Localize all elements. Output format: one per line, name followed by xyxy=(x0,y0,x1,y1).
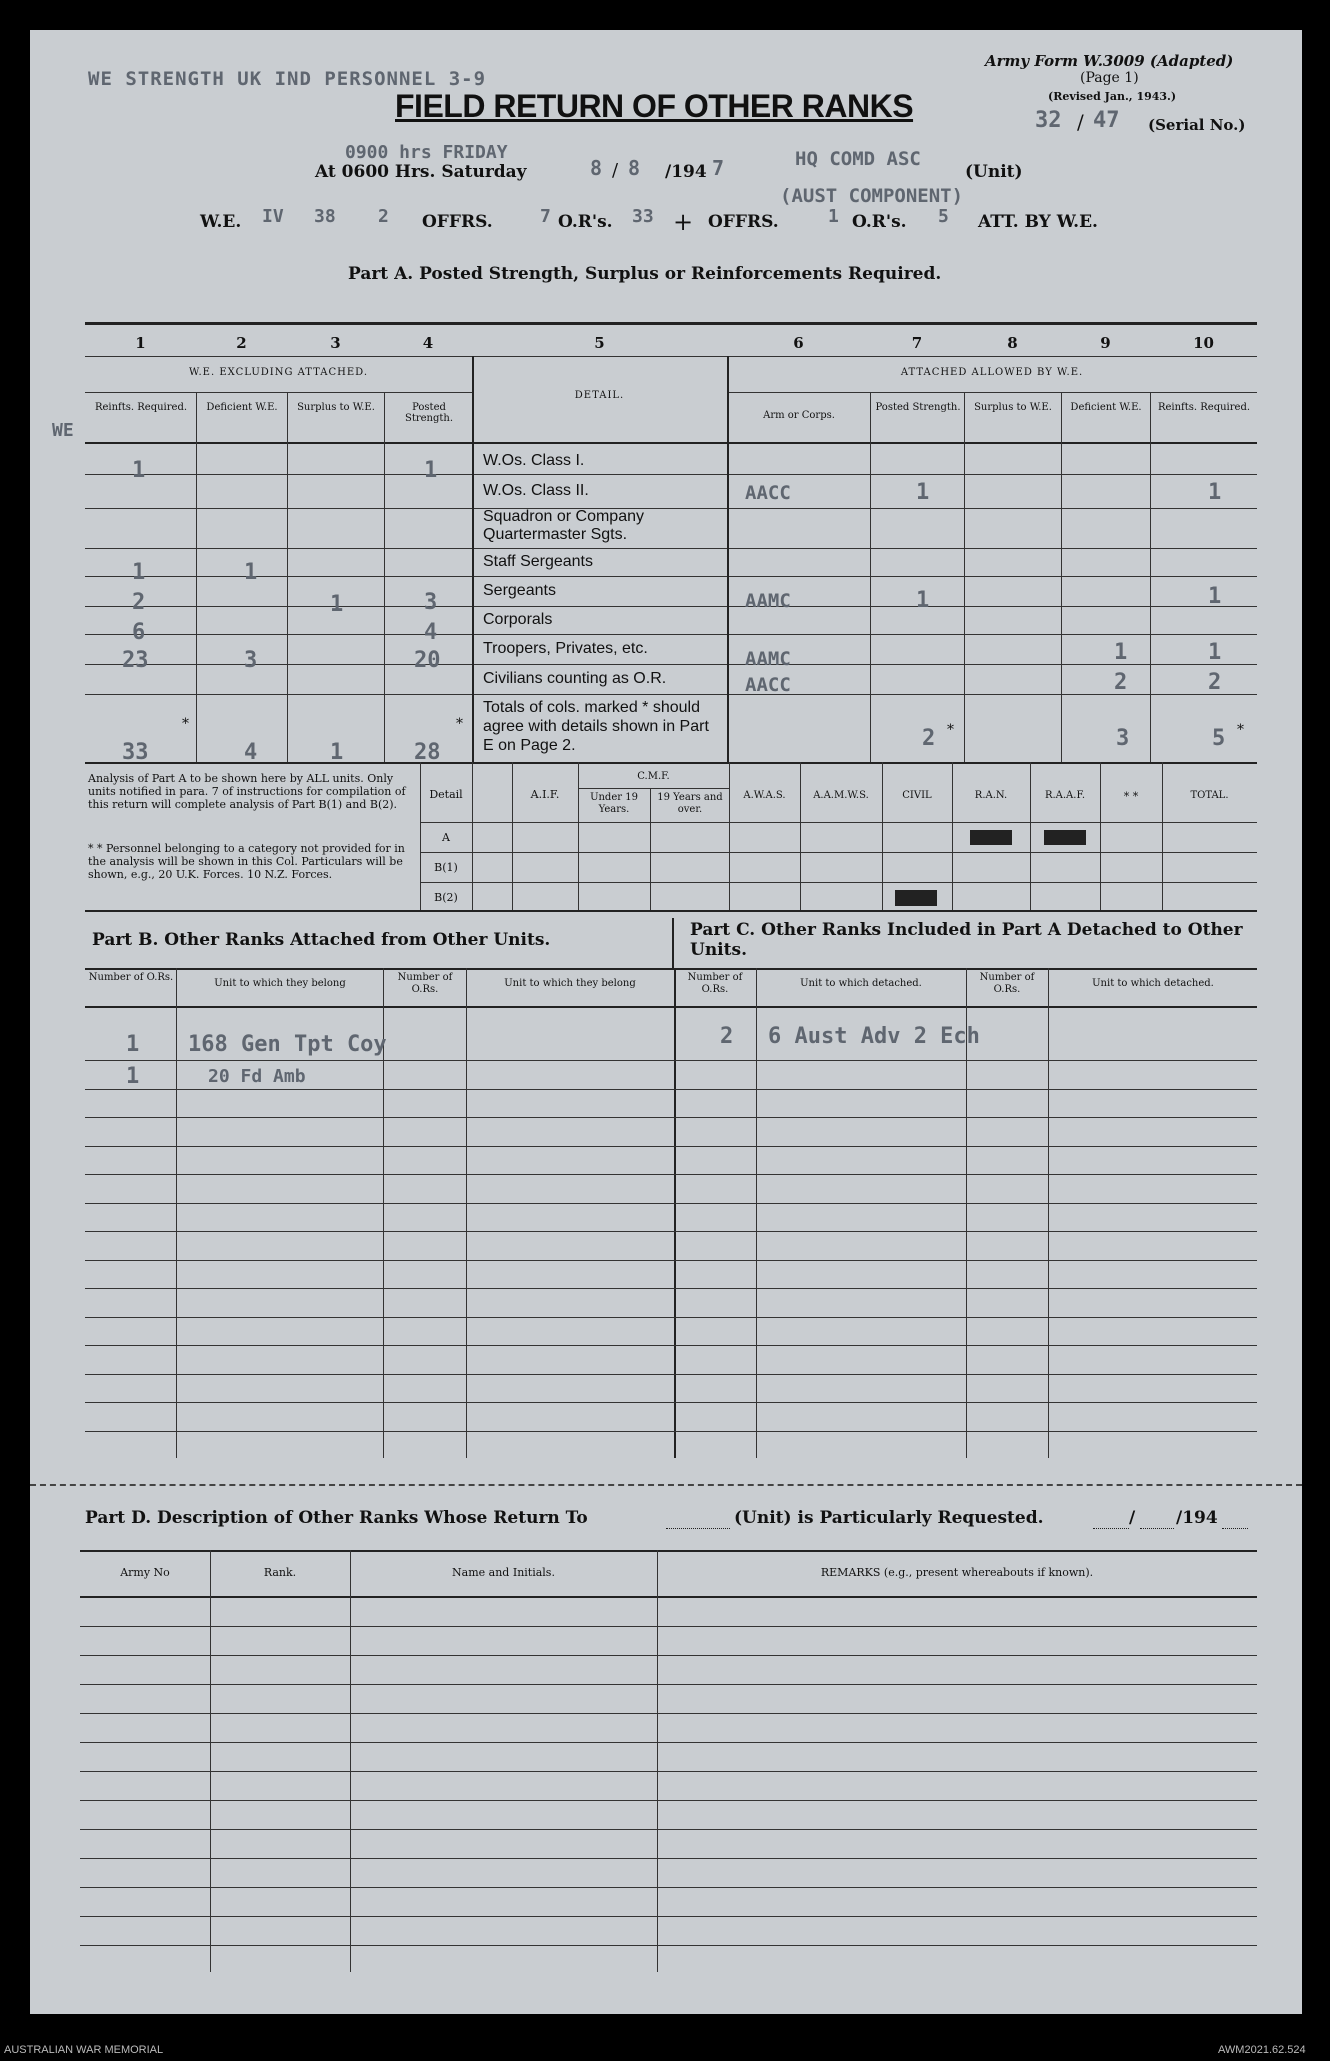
part-d-title-a: Part D. Description of Other Ranks Whose Return To xyxy=(85,1508,588,1528)
part-b-row1-unit: 168 Gen Tpt Coy xyxy=(188,1032,387,1057)
detail-cqms: Squadron or Company Quartermaster Sgts. xyxy=(483,508,644,543)
ruled-line xyxy=(85,1174,1257,1175)
detail-troopers: Troopers, Privates, etc. xyxy=(483,640,648,657)
form-page: (Page 1) xyxy=(1080,70,1139,86)
part-b-h-num-2: Number of O.Rs. xyxy=(397,972,453,995)
offrs-value: 7 xyxy=(540,206,551,227)
analysis-note-2: * * Personnel belonging to a category not provided for in the analysis will be shown in this Col. Particulars will be shown, e.g., 20 U.K. Forces. 10 N.Z. Forces. xyxy=(88,842,405,881)
r7-c10: 1 xyxy=(1208,640,1222,665)
footer-source: AUSTRALIAN WAR MEMORIAL xyxy=(4,2044,164,2056)
ors2-value: 5 xyxy=(938,206,949,227)
ruled-line xyxy=(85,1345,1257,1346)
part-b-row1-num: 1 xyxy=(126,1032,140,1057)
raaf-blackout-a xyxy=(1044,830,1086,845)
total-c7: 2 xyxy=(922,726,936,751)
part-d-title-b: (Unit) is Particularly Requested. xyxy=(734,1508,1044,1528)
serial-label: (Serial No.) xyxy=(1148,116,1246,134)
unit-label: (Unit) xyxy=(965,162,1023,182)
analysis-awas: A.W.A.S. xyxy=(743,790,786,801)
footer-accession: AWM2021.62.524 xyxy=(1218,2044,1306,2056)
ruled-line xyxy=(85,1117,1257,1118)
part-c-h-unit-2: Unit to which detached. xyxy=(1092,978,1214,989)
r7-c2: 3 xyxy=(244,648,258,673)
col-number-6: 6 xyxy=(793,334,804,352)
att-label: ATT. BY W.E. xyxy=(978,212,1098,232)
part-b-h-unit-2: Unit to which they belong xyxy=(504,978,636,989)
unit-typed-2: (AUST COMPONENT) xyxy=(780,185,964,207)
star-c1: * xyxy=(182,716,189,732)
date-month: 8 xyxy=(628,156,641,180)
ruled-line xyxy=(80,1829,1257,1830)
ruled-line xyxy=(85,1260,1257,1261)
plus-sign: + xyxy=(673,208,694,236)
we-3: 2 xyxy=(378,206,389,227)
r5-c3: 1 xyxy=(330,592,344,617)
ruled-line xyxy=(85,1317,1257,1318)
h-arm-corps: Arm or Corps. xyxy=(763,410,835,421)
r7-c9: 1 xyxy=(1114,640,1128,665)
r5-c1: 2 xyxy=(132,590,146,615)
ruled-line xyxy=(80,1626,1257,1627)
r5-c10: 1 xyxy=(1208,584,1222,609)
date-year: 7 xyxy=(712,156,725,180)
form-sheet xyxy=(30,30,1302,2014)
part-b-row2-unit: 20 Fd Amb xyxy=(208,1066,306,1087)
form-number: Army Form W.3009 (Adapted) xyxy=(985,52,1234,70)
total-c9: 3 xyxy=(1116,726,1130,751)
ruled-line xyxy=(80,1655,1257,1656)
ran-blackout-a xyxy=(970,830,1012,845)
part-c-h-num-1: Number of O.Rs. xyxy=(687,972,743,995)
r4-c2: 1 xyxy=(244,560,258,585)
col-number-4: 4 xyxy=(422,334,434,352)
part-d-h-name: Name and Initials. xyxy=(452,1566,555,1579)
analysis-row-b2: B(2) xyxy=(434,891,458,904)
part-b-title: Part B. Other Ranks Attached from Other Units. xyxy=(92,930,551,950)
col-number-8: 8 xyxy=(1007,334,1018,352)
at-time-label: At 0600 Hrs. Saturday xyxy=(315,162,527,182)
r5-c7: 1 xyxy=(916,588,930,613)
r8-c10: 2 xyxy=(1208,670,1222,695)
detail-corporals: Corporals xyxy=(483,611,553,628)
ruled-line xyxy=(80,1916,1257,1917)
h-att-surplus: Surplus to W.E. xyxy=(974,402,1052,413)
offrs2-value: 1 xyxy=(828,206,839,227)
part-c-row1-unit: 6 Aust Adv 2 Ech xyxy=(768,1024,980,1049)
total-c1: 33 xyxy=(122,740,149,765)
ruled-line xyxy=(80,1742,1257,1743)
analysis-other: * * xyxy=(1123,790,1139,803)
r5-arm: AAMC xyxy=(745,590,791,612)
detail-totals-note: Totals of cols. marked * should agree with details shown in Part E on Page 2. xyxy=(483,699,709,754)
star-c10: * xyxy=(1237,722,1244,738)
ruled-line xyxy=(85,1402,1257,1403)
ruled-line xyxy=(85,1203,1257,1204)
r2-c10: 1 xyxy=(1208,480,1222,505)
r7-c4: 20 xyxy=(414,648,441,673)
date-day: 8 xyxy=(590,156,603,180)
analysis-civil: CIVIL xyxy=(902,790,932,801)
h-att-deficient: Deficient W.E. xyxy=(1070,402,1142,413)
ruled-line xyxy=(85,1089,1257,1090)
ruled-line xyxy=(80,1858,1257,1859)
analysis-detail: Detail xyxy=(429,788,463,801)
h-att-posted-strength: Posted Strength. xyxy=(875,402,961,413)
col-number-3: 3 xyxy=(330,334,341,352)
side-we-mark: WE xyxy=(52,420,74,441)
col-number-9: 9 xyxy=(1100,334,1111,352)
we-excluding-attached: W.E. EXCLUDING ATTACHED. xyxy=(188,367,369,378)
ruled-line xyxy=(80,1771,1257,1772)
analysis-cmf: C.M.F. xyxy=(637,771,670,782)
part-a-title: Part A. Posted Strength, Surplus or Reinforcements Required. xyxy=(348,264,942,284)
col-number-7: 7 xyxy=(911,334,923,352)
strength-stamp: WE STRENGTH UK IND PERSONNEL 3-9 xyxy=(88,68,487,90)
part-c-h-unit-1: Unit to which detached. xyxy=(800,978,922,989)
analysis-raaf: R.A.A.F. xyxy=(1044,790,1086,801)
r4-c1: 1 xyxy=(132,560,146,585)
we-1: IV xyxy=(262,206,284,227)
r8-c9: 2 xyxy=(1114,670,1128,695)
part-d-h-rank: Rank. xyxy=(263,1566,297,1579)
perforation-line xyxy=(30,1484,1302,1486)
star-c4: * xyxy=(456,716,463,732)
ruled-line xyxy=(85,1060,1257,1061)
detail-wo2: W.Os. Class II. xyxy=(483,482,589,499)
analysis-total: TOTAL. xyxy=(1190,790,1229,801)
h-att-reinfts: Reinfts. Required. xyxy=(1157,402,1251,413)
ruled-line xyxy=(80,1684,1257,1685)
analysis-ran: R.A.N. xyxy=(974,790,1008,801)
unit-typed: HQ COMD ASC xyxy=(795,148,921,170)
ruled-line xyxy=(85,1231,1257,1232)
r1-c1: 1 xyxy=(132,458,146,483)
ruled-line xyxy=(85,1146,1257,1147)
analysis-note-1: Analysis of Part A to be shown here by ALL units. Only units notified in para. 7 of instructions for compilation of this return will complete analysis of Part B(1) and B(2). xyxy=(88,772,406,811)
r6-c1: 6 xyxy=(132,620,146,645)
total-c3: 1 xyxy=(330,740,344,765)
part-b-h-num-1: Number of O.Rs. xyxy=(88,972,174,983)
star-c7: * xyxy=(947,722,954,738)
part-b-row2-num: 1 xyxy=(126,1064,140,1089)
part-d-h-remarks: REMARKS (e.g., present whereabouts if known). xyxy=(820,1566,1094,1579)
date-year-prefix: /194 xyxy=(665,162,707,182)
detail-civilians: Civilians counting as O.R. xyxy=(483,670,667,687)
part-c-row1-num: 2 xyxy=(720,1024,734,1049)
part-c-h-num-2: Number of O.Rs. xyxy=(979,972,1035,995)
ruled-line xyxy=(80,1945,1257,1946)
we-2: 38 xyxy=(314,206,336,227)
h-deficient-we: Deficient W.E. xyxy=(206,402,278,413)
part-d-h-army: Army No xyxy=(120,1566,170,1579)
form-revised: (Revised Jan., 1943.) xyxy=(1048,90,1177,103)
serial-left: 32 xyxy=(1035,108,1062,133)
detail-wo1: W.Os. Class I. xyxy=(483,452,585,469)
r2-arm: AACC xyxy=(745,482,791,504)
we-label: W.E. xyxy=(200,212,242,232)
ors-value: 33 xyxy=(632,206,654,227)
ors-label: O.R's. xyxy=(558,212,613,232)
detail-header: DETAIL. xyxy=(574,390,625,401)
ruled-line xyxy=(85,1288,1257,1289)
total-c2: 4 xyxy=(244,740,258,765)
part-d-date: /194 xyxy=(1176,1508,1218,1528)
part-c-title: Part C. Other Ranks Included in Part A Detached to Other Units. xyxy=(690,920,1243,960)
detail-sergeants: Sergeants xyxy=(483,582,556,599)
analysis-aif: A.I.F. xyxy=(530,788,560,801)
serial-right: 47 xyxy=(1093,108,1120,133)
offrs2-label: OFFRS. xyxy=(708,212,779,232)
h-reinfts-required: Reinfts. Required. xyxy=(94,402,188,413)
analysis-row-b1: B(1) xyxy=(434,861,458,874)
r6-c4: 4 xyxy=(424,620,438,645)
ruled-line xyxy=(85,1374,1257,1375)
r7-arm: AAMC xyxy=(745,648,791,670)
r7-c1: 23 xyxy=(122,648,149,673)
ruled-line xyxy=(85,1431,1257,1432)
ruled-line xyxy=(80,1713,1257,1714)
ruled-line xyxy=(80,1800,1257,1801)
analysis-aamws: A.A.M.W.S. xyxy=(813,790,869,801)
h-posted-strength: Posted Strength. xyxy=(404,402,454,424)
form-title: FIELD RETURN OF OTHER RANKS xyxy=(395,88,914,124)
detail-staff-sergeants: Staff Sergeants xyxy=(483,553,593,570)
analysis-under-19: Under 19 Years. xyxy=(590,792,638,815)
total-c10: 5 xyxy=(1212,726,1226,751)
r8-arm: AACC xyxy=(745,674,791,696)
part-b-h-unit-1: Unit to which they belong xyxy=(214,978,346,989)
analysis-over-19: 19 Years and over. xyxy=(657,792,723,815)
civil-blackout-b2 xyxy=(895,890,937,906)
analysis-row-a: A xyxy=(442,831,450,844)
r5-c4: 3 xyxy=(424,590,438,615)
total-c4: 28 xyxy=(414,740,441,765)
r2-c7: 1 xyxy=(916,480,930,505)
h-surplus-we: Surplus to W.E. xyxy=(297,402,375,413)
attached-allowed: ATTACHED ALLOWED BY W.E. xyxy=(900,367,1084,378)
col-number-1: 1 xyxy=(135,334,146,352)
col-number-5: 5 xyxy=(594,334,605,352)
ors2-label: O.R's. xyxy=(852,212,907,232)
offrs-label: OFFRS. xyxy=(422,212,493,232)
ruled-line xyxy=(80,1887,1257,1888)
col-number-10: 10 xyxy=(1193,334,1214,352)
col-number-2: 2 xyxy=(236,334,247,352)
at-time-typed: 0900 hrs FRIDAY xyxy=(345,142,508,163)
r1-c4: 1 xyxy=(424,458,438,483)
